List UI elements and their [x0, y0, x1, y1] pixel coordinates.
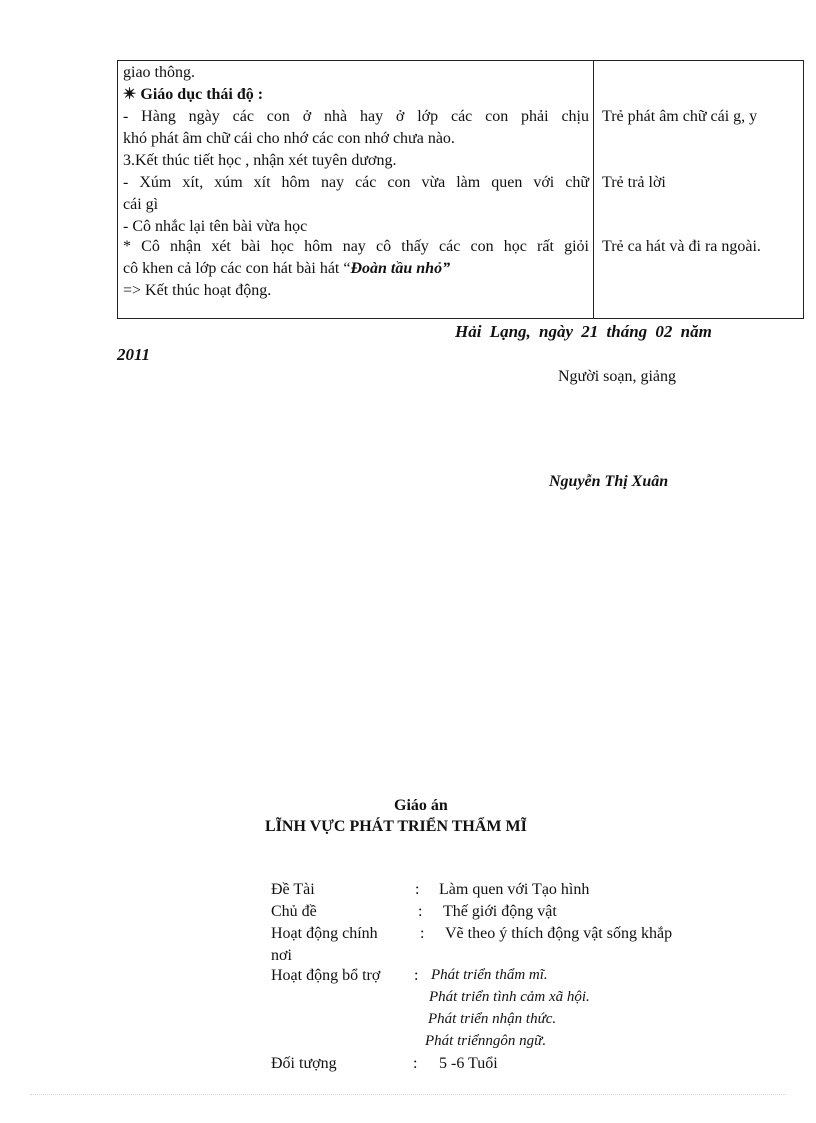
left-line-4: khó phát âm chữ cái cho nhớ các con nhớ chưa nào.: [123, 130, 455, 147]
signature-year: 2011: [117, 345, 151, 364]
closing-text: Kết thúc hoạt động.: [145, 282, 272, 299]
right-line-3: Trẻ ca hát và đi ra ngoài.: [602, 238, 761, 255]
column-divider: [593, 61, 594, 318]
plan-title: Giáo án: [394, 797, 448, 814]
plan-main-activity-value: Vẽ theo ý thích động vật sống khắp: [445, 925, 673, 942]
right-line-2: Trẻ trả lời: [602, 174, 666, 191]
lesson-table: [117, 60, 804, 319]
left-line-9: * Cô nhận xét bài học hôm nay cô thấy các con học rất giỏi: [123, 238, 589, 255]
left-line-12: [123, 281, 589, 300]
plan-main-activity-label: Hoạt động chính: [271, 925, 378, 942]
left-line-attitude-heading: ✴ Giáo dục thái độ :: [123, 86, 264, 103]
plan-support-item-2: Phát triển tình cảm xã hội.: [429, 989, 590, 1005]
left-line-8: - Cô nhắc lại tên bài vừa học: [123, 218, 308, 235]
plan-target-sep: :: [413, 1055, 418, 1072]
plan-subtitle: LĨNH VỰC PHÁT TRIỂN THẨM MĨ: [265, 818, 527, 835]
left-line-5: 3.Kết thúc tiết học , nhận xét tuyên dương.: [123, 152, 397, 169]
plan-support-item-3: Phát triển nhận thức.: [428, 1011, 557, 1027]
left-line-7: cái gì: [123, 196, 159, 213]
arrow-symbol: =>: [123, 282, 142, 299]
plan-theme-value: Thế giới động vật: [443, 903, 557, 920]
plan-support-sep: :: [414, 967, 419, 984]
left-line-6: - Xúm xít, xúm xít hôm nay các con vừa làm quen với chữ: [123, 174, 589, 191]
plan-target-value: 5 -6 Tuổi: [439, 1055, 498, 1072]
plan-support-item-4: Phát triểnngôn ngữ.: [425, 1033, 547, 1049]
signature-role: Người soạn, giảng: [558, 368, 677, 385]
plan-support-label: Hoạt động bổ trợ: [271, 967, 381, 984]
plan-topic-value: Làm quen với Tạo hình: [439, 881, 590, 898]
plan-target-label: Đối tượng: [271, 1055, 337, 1072]
song-title: Đoàn tầu nhỏ”: [350, 260, 451, 277]
left-line-1: giao thông.: [123, 64, 195, 81]
left-line-10-text: cô khen cả lớp các con hát bài hát “: [123, 260, 351, 277]
left-line-3: - Hàng ngày các con ở nhà hay ở lớp các con phải chịu: [123, 108, 589, 125]
plan-main-activity-cont: nơi: [271, 947, 292, 964]
plan-main-activity-sep: :: [420, 925, 425, 942]
plan-theme-label: Chủ đề: [271, 903, 317, 920]
plan-topic-label: Đề Tài: [271, 881, 315, 898]
right-line-1: Trẻ phát âm chữ cái g, y: [602, 108, 758, 125]
left-line-10: [123, 259, 589, 278]
plan-topic-sep: :: [415, 881, 420, 898]
plan-theme-sep: :: [418, 903, 423, 920]
page-bottom-divider: [30, 1094, 786, 1095]
signature-date: Hải Lạng, ngày 21 tháng 02 năm: [455, 322, 712, 341]
signature-name: Nguyễn Thị Xuân: [549, 473, 669, 490]
plan-support-item-1: Phát triển thẩm mĩ.: [431, 967, 548, 983]
